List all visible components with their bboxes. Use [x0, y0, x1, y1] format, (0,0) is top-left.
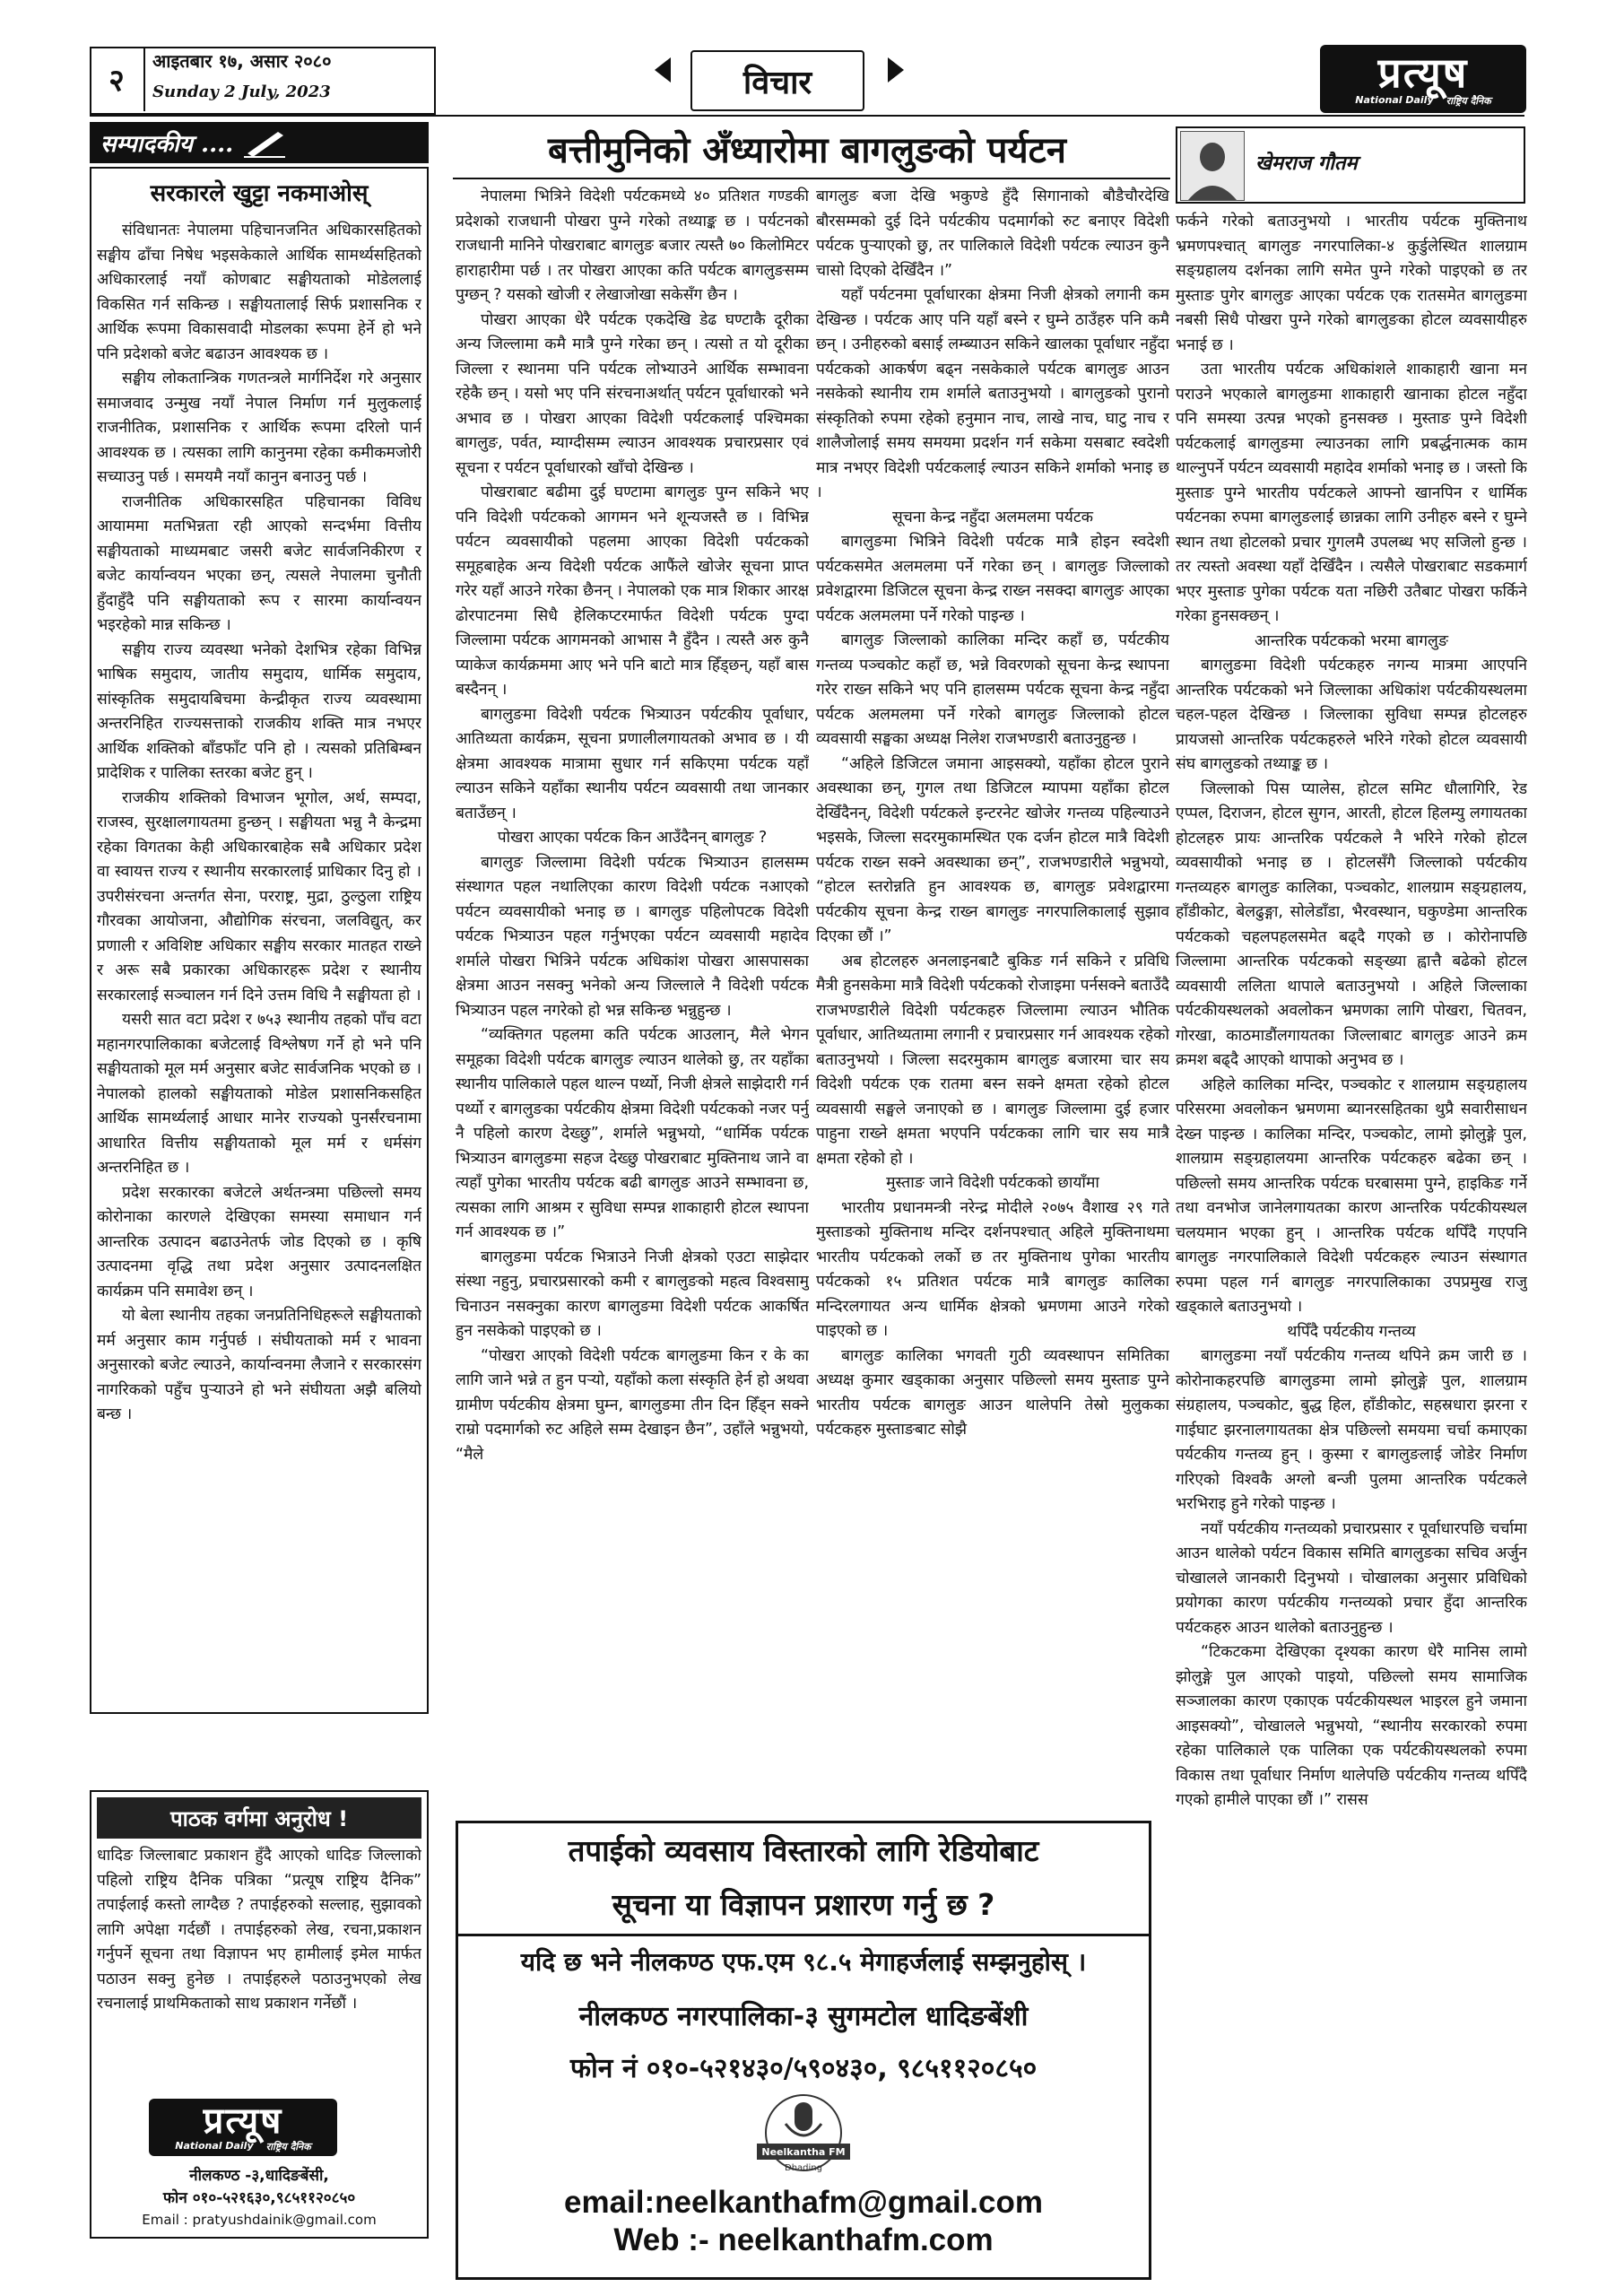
editorial-paragraph: राजनीतिक अधिकारसहित पहिचानका विविध आयाममा मतभिन्नता रही आएको सन्दर्भमा वित्तीय सङ्घीयताको माध्यमबाट जसरी बजेट सार्वजनिकीरण र बजेट कार्यान्वयन भएका छन्, त्यसले नेपालमा चुनौती हुँदाहुँदै पनि सङ्घीयताको रूप र सारमा कार्यान्वयन भइरहेको मान्न सकिन्छ ।	[97, 492, 421, 634]
article-paragraph: उता भारतीय पर्यटक अधिकांशले शाकाहारी खाना मन पराउने भएकाले बागलुङमा शाकाहारी खानाका होटल नहुँदा पनि समस्या उत्पन्न भएको हुनसक्छ । मुस्ताङ पुग्ने विदेशी पर्यटकलाई बागलुङमा ल्याउनका लागि प्रबर्द्धनात्मक काम थाल्नुपर्ने पर्यटन व्यवसायी महादेव शर्माको भनाइ छ । जस्तो कि मुस्ताङ पुग्ने भारतीय पर्यटकले आफ्नो खानपिन र धार्मिक पर्यटनका रुपमा बागलुङलाई छान्नका लागि उनीहरु बस्ने र घुम्ने स्थान तथा होटलको प्रचार गुगलमै उपलब्ध भए सजिलो हुन्छ । तर त्यस्तो अवस्था यहाँ देखिँदैन । त्यसैले पोखराबाट सडकमार्ग भएर मुस्ताङ पुगेका पर्यटक यता नछिरी उतैबाट पोखरा फर्किने गरेका हुनसक्छन् ।	[1176, 361, 1527, 625]
arrow-right-icon	[888, 57, 904, 83]
pen-icon	[242, 126, 289, 159]
ad-line-4: नीलकण्ठ नगरपालिका-३ सुगमटोल धादिङबेंशी	[578, 2001, 1029, 2032]
ad-line-5: फोन नं ०१०-५२१४३०/५९०४३०, ९८५११२०८५०	[569, 2053, 1038, 2084]
logo-sub-nepali: राष्ट्रिय दैनिक	[1446, 94, 1491, 107]
article-paragraph: पोखराबाट बढीमा दुई घण्टामा बागलुङ पुग्न सकिने भए पनि विदेशी पर्यटकको आगमन भने शून्यजस्तै छ । विभिन्न पर्यटन व्यवसायीको पहलमा आएका विदेशी पर्यटकको समूहबाहेक अन्य विदेशी पर्यटक आफैंले खोजेर सूचना प्राप्त गरेर यहाँ आउने गरेका छैनन् । नेपालको एक मात्र शिकार आरक्ष ढोरपाटनमा सिधै हेलिकप्टरमार्फत विदेशी पर्यटक पुग्दा जिल्लामा पर्यटक आगमनको आभास नै हुँदैन । त्यस्तै अरु कुनै प्याकेज कार्यक्रममा आए भने पनि बाटो मात्र हिँड्छन्, यहाँ बास बस्दैनन् ।	[456, 483, 809, 699]
article-column-3	[1176, 210, 1527, 2228]
article-column-2	[816, 185, 1169, 1674]
header-rule	[90, 115, 1524, 117]
editorial-paragraph: सङ्घीय राज्य व्यवस्था भनेको देशभित्र रहेका विभिन्न भाषिक समुदाय, जातीय समुदाय, धार्मिक समुदाय, सांस्कृतिक समुदायबिचमा केन्द्रीकृत राज्य व्यवस्थामा अन्तरनिहित राज्यसत्ताको राजकीय शक्ति मात्र नभएर आर्थिक शक्तिको बाँडफाँट पनि हो । त्यसको प्रतिबिम्बन प्रादेशिक र पालिका स्तरका बजेट हुन् ।	[97, 640, 421, 782]
subheading: सूचना केन्द्र नहुँदा अलमलमा पर्यटक	[892, 508, 1093, 526]
reader-address	[97, 2165, 421, 2210]
ad-divider	[456, 1934, 1151, 1936]
article-paragraph: बागलुङमा नयाँ पर्यटकीय गन्तव्य थपिने क्रम जारी छ । कोरोनाकहरपछि बागलुङमा लामो झोलुङ्गे पुल, शालग्राम संग्रहालय, पञ्चकोट, बुद्ध हिल, हाँडीकोट, सहस्रधारा झरना र गाईघाट झरनालगायतका क्षेत्र पछिल्लो समयमा चर्चा कमाएका पर्यटकीय गन्तव्य हुन् । कुस्मा र बागलुङलाई जोडेर निर्माण गरिएको विश्वकै अग्लो बन्जी पुलमा आन्तरिक पर्यटकले भरभिराइ हुने गरेको पाइन्छ ।	[1176, 1347, 1527, 1513]
editorial-banner-label: सम्पादकीय ....	[100, 131, 234, 158]
ad-line-2: सूचना या विज्ञापन प्रशारण गर्नु छ ?	[612, 1887, 995, 1922]
article-paragraph: बागलुङमा विदेशी पर्यटकहरु नगन्य मात्रमा आएपनि आन्तरिक पर्यटकको भने जिल्लाका अधिकांश पर्यटकीयस्थलमा चहल-पहल देखिन्छ । जिल्लाका सुविधा सम्पन्न होटलहरु प्रायजसो आन्तरिक पर्यटकहरुले भरिने गरेको होटल व्यवसायी संघ बागलुङको तथ्याङ्क छ ।	[1176, 657, 1527, 773]
article-paragraph: “पोखरा आएको विदेशी पर्यटक बागलुङमा किन र के का लागि जाने भन्ने त हुन पऱ्यो, यहाँको कला संस्कृति हेर्न हो अथवा ग्रामीण पर्यटकीय क्षेत्रमा घुम्न, बागलुङमा तीन दिन हिँड्न सक्ने राम्रो पदमार्गको रुट अहिले सम्म देखाइन छैन”, उहाँले भन्नुभयो, “मैले	[456, 1346, 809, 1464]
editorial-paragraph: संविधानतः नेपालमा पहिचानजनित अधिकारसहितको सङ्घीय ढाँचा निषेध भइसकेकाले आर्थिक सामर्थ्यसहितको अधिकारलाई नयाँ कोणबाट सङ्घीयताको मोडेललाई विकसित गर्न सकिन्छ । सङ्घीयतालाई सिर्फ प्रशासनिक र आर्थिक रूपमा विकासवादी मोडलका रूपमा हेर्ने हो भने पनि प्रदेशको बजेट बढाउन आवश्यक छ ।	[97, 222, 421, 363]
editorial-title: सरकारले खुट्टा नकमाओस्	[150, 180, 369, 207]
author-name: खेमराज गौतम	[1255, 152, 1358, 175]
ad-web[interactable]: Web :- neelkanthafm.com	[613, 2222, 994, 2257]
editorial-banner	[90, 122, 429, 163]
article-paragraph: “टिकटकमा देखिएका दृश्यका कारण धेरै मानिस लामो झोलुङ्गे पुल आएको पाइयो, पछिल्लो समय सामाजिक सञ्जालका कारण एकाएक पर्यटकीयस्थल भाइरल हुने जमाना आइसक्यो”, चोखालले भन्नुभयो, “स्थानीय सरकारको रुपमा रहेका पालिकाले एक पालिका एक पर्यटकीयस्थलको रुपमा विकास तथा पूर्वाधार निर्माण थालेपछि पर्यटकीय गन्तव्य थपिँदै गएको हामीले पाएका छौं ।” रासस	[1176, 1643, 1527, 1809]
article-paragraph: अब होटलहरु अनलाइनबाटै बुकिङ गर्न सकिने र प्रविधि मैत्री हुनसकेमा मात्रै विदेशी पर्यटकको रोजाइमा पर्नसक्ने बताउँदै राजभण्डारीले विदेशी पर्यटकहरु जिल्लामा ल्याउन भौतिक पूर्वाधार, आतिथ्यतामा लगानी र प्रचारप्रसार गर्न आवश्यक रहेको बताउनुभयो । जिल्ला सदरमुकाम बागलुङ बजारमा चार सय विदेशी पर्यटक एक रातमा बस्न सक्ने क्षमता रहेको होटल व्यवसायी सङ्घले जनाएको छ । बागलुङ जिल्लामा दुई हजार पाहुना राख्ने क्षमता भएपनि पर्यटकका लागि चार सय मात्रै क्षमता रहेको हो ।	[816, 952, 1169, 1168]
article-paragraph: नेपालमा भित्रिने विदेशी पर्यटकमध्ये ४० प्रतिशत गण्डकी प्रदेशको राजधानी पोखरा पुग्ने गरेको तथ्याङ्क छ । पर्यटनको राजधानी मानिने पोखराबाट बागलुङ बजार त्यस्तै ७० किलोमिटर हाराहारीमा पर्छ । तर पोखरा आएका कति पर्यटक बागलुङसम्म पुग्छन् ? यसको खोजी र लेखाजोखा सकेसँग छैन ।	[456, 187, 809, 304]
editorial-paragraph: सङ्घीय लोकतान्त्रिक गणतन्त्रले मार्गनिर्देश गरे अनुसार समाजवाद उन्मुख नयाँ नेपाल निर्माण गर्न मुलुकलाई राजनीतिक, प्रशासनिक र आर्थिक रूपमा दरिलो पार्न आवश्यक छ । त्यसका लागि कानुनमा रहेका कमीकमजोरी सच्याउनु पर्छ । समयमै नयाँ कानुन बनाउनु पर्छ ।	[97, 370, 421, 486]
article-paragraph: भारतीय प्रधानमन्त्री नरेन्द्र मोदीले २०७५ वैशाख २९ गते मुस्ताङको मुक्तिनाथ मन्दिर दर्शनपश्चात् अहिले मुक्तिनाथमा भारतीय पर्यटकको लर्को छ तर मुक्तिनाथ पुगेका भारतीय पर्यटकको १५ प्रतिशत पर्यटक मात्रै बागलुङ कालिका मन्दिरलगायत अन्य धार्मिक क्षेत्रको भ्रमणमा आउने गरेको पाइएको छ ।	[816, 1198, 1169, 1340]
article-title-rule	[453, 178, 1170, 179]
reader-logo-sub-nepali: राष्ट्रिय दैनिक	[265, 2140, 311, 2152]
date-english: Sunday 2 July, 2023	[152, 83, 331, 101]
article-paragraph: “व्यक्तिगत पहलमा कति पर्यटक आउलान्, मैले भेगन समूहका विदेशी पर्यटक बागलुङ ल्याउन थालेको छु, तर यहाँका स्थानीय पालिकाले पहल थाल्न पर्थ्यो, निजी क्षेत्रले साझेदारी गर्न पर्थ्यो र बागलुङका पर्यटकीय क्षेत्रमा विदेशी पर्यटकको नजर पर्नु नै पहिलो कारण देख्छु”, शर्माले भन्नुभयो, “धार्मिक पर्यटक भित्र्याउन बागलुङमा सहज देख्छु पोखराबाट मुक्तिनाथ जाने वा त्यहाँ पुगेका भारतीय पर्यटक बढी बागलुङ आउने सम्भावना छ, त्यसका लागि आश्रम र सुविधा सम्पन्न शाकाहारी होटल स्थापना गर्न आवश्यक छ ।”	[456, 1026, 809, 1241]
phone-line: फोन ०१०-५२१६३०,९८५११२०८५०	[162, 2189, 356, 2207]
article-paragraph: बागलुङ कालिका भगवती गुठी व्यवस्थापन समितिका अध्यक्ष कुमार खड्काका अनुसार पछिल्लो समय मुस्ताङ पुग्ने भारतीय पर्यटक बागलुङ आउन थालेपनि तेस्रो मुलुकका पर्यटकहरु मुस्ताङबाट सोझै	[816, 1346, 1169, 1439]
reader-logo-text: प्रत्यूष	[203, 2099, 283, 2142]
article-paragraph: बागलुङमा पर्यटक भित्राउने निजी क्षेत्रको एउटा साझेदार संस्था नहुनु, प्रचारप्रसारको कमी र बागलुङको महत्व विश्वसामु चिनाउन नसक्नुका कारण बागलुङमा विदेशी पर्यटक आकर्षित हुन नसकेको पाइएको छ ।	[456, 1248, 809, 1340]
logo-text: प्रत्यूष	[1377, 48, 1469, 97]
editorial-paragraph: यसरी सात वटा प्रदेश र ७५३ स्थानीय तहको पाँच वटा महानगरपालिकाका बजेटलाई विश्लेषण गर्ने हो भने पनि सङ्घीयताको मूल मर्म अनुसार बजेट सार्वजनिक भएको छ । नेपालको हालको सङ्घीयताको मोडेल प्रशासनिकसहित आर्थिक सामर्थ्यलाई आधार मानेर राज्यको पुनर्संरचनामा आधारित वित्तीय सङ्घीयताको मूल मर्म र धर्मसंग अन्तरनिहित छ ।	[97, 1011, 421, 1177]
article-paragraph: जिल्लाको पिस प्यालेस, होटल समिट धौलागिरि, रेड एप्पल, दिराजन, होटल सुगन, आरती, होटल हिलम्यु लगायतका होटलहरु प्रायः आन्तरिक पर्यटकले नै भरिने गरेको होटल व्यवसायीको भनाइ छ । होटलसँगै जिल्लाको पर्यटकीय गन्तव्यहरु बागलुङ कालिका, पञ्चकोट, शालग्राम सङ्ग्रहालय, हाँडीकोट, बेलढुङ्गा, सोलेडाँडा, भैरवस्थान, घकुण्डेमा आन्तरिक पर्यटकको चहलपहलसमेत बढ्दै गएको छ । कोरोनापछि जिल्लामा आन्तरिक पर्यटकको सङ्ख्या ह्वात्तै बढेको होटल व्यवसायी ललिता थापाले बताउनुभयो । अहिले जिल्लाका पर्यटकीयस्थलको अवलोकन भ्रमणका लागि पोखरा, चितवन, गोरखा, काठमाडौंलगायतका जिल्लाबाट बागलुङ आउने क्रम क्रमश बढ्दै आएको थापाको अनुभव छ ।	[1176, 779, 1527, 1069]
article-paragraph: बागलुङ बजा देखि भकुण्डे हुँदै सिगानाको बौडैचौरदेखि बौरसम्मको दुई दिने पर्यटकीय पदमार्गको रुट बनाएर विदेशी पर्यटक पुऱ्याएको छु, तर पालिकाले विदेशी पर्यटक ल्याउन कुनै चासो दिएको देखिँदैन ।”	[816, 187, 1169, 280]
page-number: २	[90, 47, 145, 111]
author-photo	[1180, 131, 1245, 201]
ad-email[interactable]: email:neelkanthafm@gmail.com	[563, 2185, 1043, 2220]
reader-logo	[149, 2099, 337, 2156]
section-title: विचार	[690, 50, 864, 111]
article-paragraph: बागलुङ जिल्लामा विदेशी पर्यटक भित्र्याउन हालसम्म संस्थागत पहल नथालिएका कारण विदेशी पर्यटक नआएको पर्यटन व्यवसायीको भनाइ छ । बागलुङ पहिलोपटक विदेशी पर्यटक भित्र्याउन पहल गर्नुभएका पर्यटन व्यवसायी महादेव शर्माले पोखरा भित्रिने पर्यटक अधिकांश पोखरा आसपासका क्षेत्रमा आउन नसक्नु भनेको अन्य जिल्लाले नै विदेशी पर्यटक भित्र्याउन पहल नगरेको हो भन्न सकिन्छ भन्नुहुन्छ ।	[456, 853, 809, 1020]
ad-line-3: यदि छ भने नीलकण्ठ एफ.एम ९८.५ मेगाहर्जलाई सम्झनुहोस् ।	[520, 1947, 1087, 1977]
date-nepali: आइतबार १७, असार २०८०	[152, 50, 332, 72]
editorial-body	[97, 219, 421, 1708]
reader-request-banner: पाठक वर्गमा अनुरोध !	[97, 1797, 421, 1839]
editorial-paragraph: प्रदेश सरकारका बजेटले अर्थतन्त्रमा पछिल्लो समय कोरोनाका कारणले देखिएका समस्या समाधान गर्न आन्तरिक उत्पादन बढाउनेतर्फ जोड दिएको छ । कृषि उत्पादनमा वृद्धि तथा प्रदेश अनुसार उत्पादनलक्षित कार्यक्रम पनि समावेश छन् ।	[97, 1183, 421, 1300]
article-paragraph: यहाँ पर्यटनमा पूर्वाधारका क्षेत्रमा निजी क्षेत्रको लगानी कम देखिन्छ । पर्यटक आए पनि यहाँ बस्ने र घुम्ने ठाउँहरु पनि कमै छन् । उनीहरुको बसाई लम्ब्याउन सकिने खालका पूर्वाधार नहुँदा पर्यटकको आकर्षण बढ्न नसकेकाले पर्यटक बागलुङ आउन नसकेको स्थानीय राम शर्माले बताउनुभयो । बागलुङको पुरानो संस्कृतिको रुपमा रहेको हनुमान नाच, लाखे नाच, घाटु नाच र शालैजोलाई समय समयमा प्रदर्शन गर्न सकेमा यसबाट स्वदेशी मात्र नभएर विदेशी पर्यटकलाई ल्याउन सकिने शर्माको भनाइ छ ।	[816, 286, 1169, 501]
fm-logo-text: Neelkantha FM	[761, 2146, 846, 2158]
article-paragraph: पोखरा आएका धेरै पर्यटक एकदेखि डेढ घण्टाकै दूरीका अन्य जिल्लामा कमै मात्रै पुग्ने गरेका छन् । त्यसो त यो दूरीका जिल्ला र स्थानमा पनि पर्यटक लोभ्याउने आर्थिक सम्भावना रहेकै छन् । यसो भए पनि संरचनाअर्थात् पर्यटन पूर्वाधारको भने अभाव छ । पोखरा आएका विदेशी पर्यटकलाई पश्चिमका बागलुङ, पर्वत, म्याग्दीसम्म ल्याउन आवश्यक प्रचारप्रसार एवं सूचना र पर्यटन पूर्वाधारको खाँचो देखिन्छ ।	[456, 310, 809, 477]
person-icon	[1181, 132, 1244, 200]
fm-logo-sub: Dhading	[785, 2163, 822, 2173]
logo-sub-english: National Daily	[1355, 93, 1434, 106]
article-paragraph: फर्कने गरेको बताउनुभयो । भारतीय पर्यटक मुक्तिनाथ भ्रमणपश्चात् बागलुङ नगरपालिका-४ कुर्डुलेस्थित शालग्राम सङ्ग्रहालय दर्शनका लागि समेत पुग्ने गरेको पाइएको छ तर मुस्ताङ पुगेर बागलुङ आएका पर्यटक एक रातसमेत बागलुङमा नबसी सिधै पोखरा पुग्ने गरेको बागलुङका होटल व्यवसायीहरु भनाई छ ।	[1176, 213, 1527, 354]
article-paragraph: बागलुङ जिल्लाको कालिका मन्दिर कहाँ छ, पर्यटकीय गन्तव्य पञ्चकोट कहाँ छ, भन्ने विवरणको सूचना केन्द्र स्थापना गरेर राख्न सकिने भए पनि हालसम्म पर्यटक सूचना केन्द्र नहुँदा पर्यटक अलमलमा पर्ने गरेको बागलुङ जिल्लाको होटल व्यवसायी सङ्घका अध्यक्ष निलेश राजभण्डारी बताउनुहुन्छ ।	[816, 631, 1169, 748]
article-paragraph: अहिले कालिका मन्दिर, पञ्चकोट र शालग्राम सङ्ग्रहालय परिसरमा अवलोकन भ्रमणमा ब्यानरसहितका थुप्रै सवारीसाधन देख्न पाइन्छ । कालिका मन्दिर, पञ्चकोट, लामो झोलुङ्गे पुल, शालग्राम सङ्ग्रहालयमा आन्तरिक पर्यटकहरु बढेका छन् । पछिल्लो समय आन्तरिक पर्यटक घरबासमा पुग्ने, हाइकिङ गर्ने तथा वनभोज जानेलगायतका कारण आन्तरिक पर्यटकीयस्थल चलयमान भएका हुन् । आन्तरिक पर्यटक थपिँदै गएपनि बागलुङ नगरपालिकाले विदेशी पर्यटकहरु ल्याउन संस्थागत रुपमा पहल गर्न बागलुङ नगरपालिकाका उपप्रमुख राजु खड्काले बताउनुभयो ।	[1176, 1075, 1527, 1316]
article-title: बत्तीमुनिको अँध्यारोमा बागलुङको पर्यटन	[547, 130, 1067, 171]
reader-request-text: धादिङ जिल्लाबाट प्रकाशन हुँदै आएको धादिङ जिल्लाको पहिलो राष्ट्रिय दैनिक पत्रिका “प्रत्यूष राष्ट्रिय दैनिक” तपाईलाई कस्तो लाग्दैछ ? तपाईहरुको सल्लाह, सुझावको लागि अपेक्षा गर्दछौं । तपाईहरुको लेख, रचना,प्रकाशन गर्नुपर्ने सूचना तथा विज्ञापन भए हामीलाई इमेल मार्फत पठाउन सक्नु हुनेछ । तपाईहरुले पठाउनुभएको लेख रचनालाई प्राथमिकताको साथ प्रकाशन गर्नेछौं ।	[97, 1847, 421, 2013]
reader-request-body	[97, 1844, 421, 2017]
masthead-logo	[1320, 45, 1526, 113]
article-column-1	[456, 185, 809, 1724]
subheading: थपिँदै पर्यटकीय गन्तव्य	[1287, 1322, 1416, 1341]
subheading: पोखरा आएका पर्यटक किन आउँदैनन् बागलुङ ?	[497, 829, 768, 847]
editorial-paragraph: राजकीय शक्तिको विभाजन भूगोल, अर्थ, सम्पदा, राजस्व, सुरक्षालगायतमा हुन्छन् । सङ्घीयता भन्नु नै केन्द्रमा रहेका विगतका केही अधिकारबाहेक सबै अधिकार प्रदेश वा स्वायत्त राज्य र स्थानीय सरकारलाई प्राधिकार दिनु हो । उपरीसंरचना अन्तर्गत सेना, परराष्ट्र, मुद्रा, ठुल्ठुला राष्ट्रिय गौरवका आयोजना, औद्योगिक संरचना, जलविद्युत्, कर प्रणाली र अविशिष्ट अधिकार सङ्घीय सरकार मातहत राख्ने र अरू सबै प्रकारका अधिकारहरू प्रदेश र स्थानीय सरकारलाई सञ्चालन गर्न दिने उत्तम विधि नै सङ्घीयता हो ।	[97, 788, 421, 1004]
arrow-left-icon	[655, 57, 671, 83]
ad-line-1: तपाईको व्यवसाय विस्तारको लागि रेडियोबाट	[568, 1833, 1039, 1868]
article-paragraph: बागलुङमा विदेशी पर्यटक भित्र्याउन पर्यटकीय पूर्वाधार, आतिथ्यता कार्यक्रम, सूचना प्रणालीलगायतको अभाव छ । यी क्षेत्रमा आवश्यक मात्रामा सुधार गर्न सकिएमा पर्यटक यहाँ ल्याउन सकिने यहाँका स्थानीय पर्यटन व्यवसायी तथा जानकार बताउँछन् ।	[456, 705, 809, 822]
microphone-icon	[741, 2093, 866, 2178]
reader-email[interactable]: Email : pratyushdainik@gmail.com	[142, 2212, 377, 2228]
article-paragraph: नयाँ पर्यटकीय गन्तव्यको प्रचारप्रसार र पूर्वाधारपछि चर्चामा आउन थालेको पर्यटन विकास समिति बागलुङका सचिव अर्जुन चोखालले जानकारी दिनुभयो । चोखालका अनुसार प्रविधिको प्रयोगका कारण पर्यटकीय गन्तव्यको प्रचार हुँदा आन्तरिक पर्यटकहरु आउन थालेको बताउनुहुन्छ ।	[1176, 1519, 1527, 1637]
address-line: नीलकण्ठ -३,धादिङबेंसी,	[189, 2167, 329, 2185]
neelkantha-fm-logo	[741, 2093, 866, 2178]
article-paragraph: “अहिले डिजिटल जमाना आइसक्यो, यहाँका होटल पुराने अवस्थाका छन्, गुगल तथा डिजिटल म्यापमा यहाँका होटल देखिँदैनन्, विदेशी पर्यटकले इन्टरनेट खोजेर गन्तव्य पहिल्याउने भइसके, जिल्ला सदरमुकामस्थित एक दर्जन होटल मात्रै विदेशी पर्यटक राख्न सक्ने अवस्थाका छन्”, राजभण्डारीले भन्नुभयो, “होटल स्तरोन्नति हुन आवश्यक छ, बागलुङ प्रवेशद्वारमा पर्यटकीय सूचना केन्द्र राख्न बागलुङ नगरपालिकालाई सुझाव दिएका छौं ।”	[816, 754, 1169, 945]
subheading: मुस्ताङ जाने विदेशी पर्यटकको छायाँमा	[886, 1174, 1099, 1192]
article-paragraph: बागलुङमा भित्रिने विदेशी पर्यटक मात्रै होइन स्वदेशी पर्यटकसमेत अलमलमा पर्ने गरेका छन् । बागलुङ जिल्लाको प्रवेशद्वारमा डिजिटल सूचना केन्द्र राख्न नसक्दा बागलुङ आएका पर्यटक अलमलमा पर्ने गरेको पाइन्छ ।	[816, 533, 1169, 625]
subheading: आन्तरिक पर्यटकको भरमा बागलुङ	[1255, 631, 1448, 650]
editorial-paragraph: यो बेला स्थानीय तहका जनप्रतिनिधिहरूले सङ्घीयताको मर्म अनुसार काम गर्नुपर्छ । संघीयताको मर्म र भावना अनुसारको बजेट ल्याउने, कार्यान्वनमा लैजाने र सरकारसंग नागरिकको पहुँच पुऱ्याउने हो भने संघीयता अझै बलियो बन्छ ।	[97, 1307, 421, 1423]
reader-logo-sub-english: National Daily	[175, 2139, 254, 2152]
